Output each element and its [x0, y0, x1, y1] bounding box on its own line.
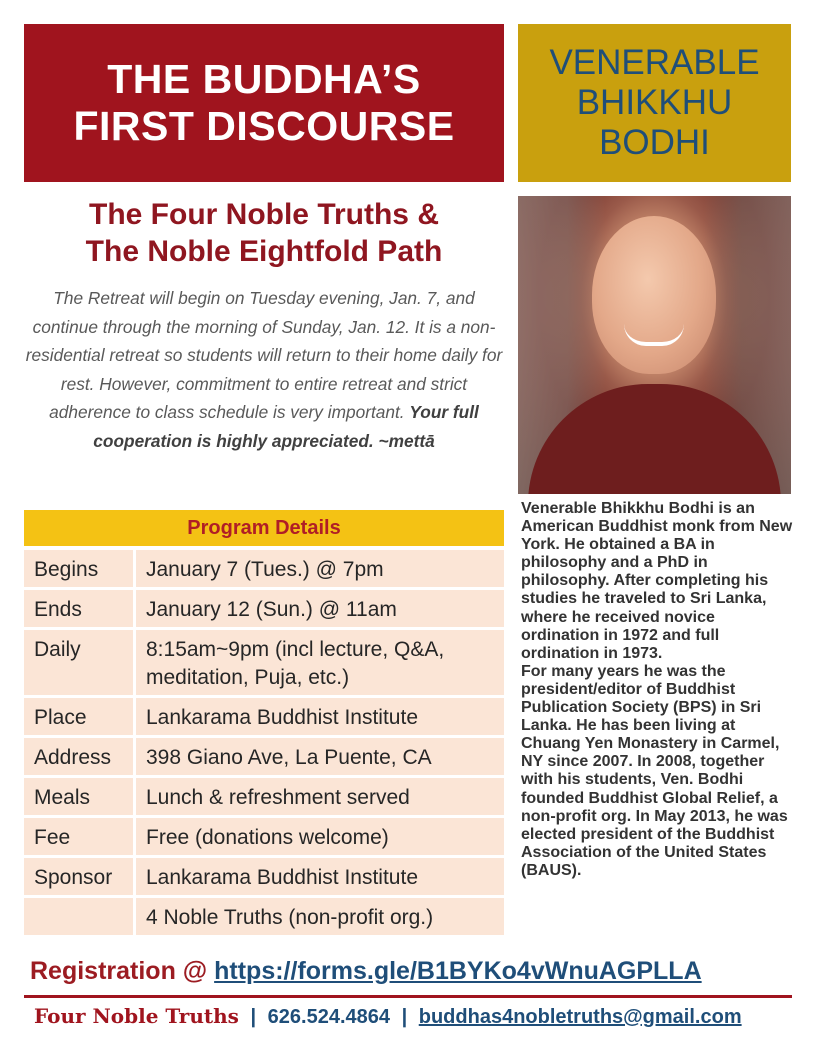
row-label: Daily	[24, 630, 136, 695]
table-row	[24, 738, 504, 778]
footer-divider	[24, 995, 792, 998]
row-label	[24, 898, 136, 935]
bio-paragraph-2: For many years he was the president/editor of Buddhist Publication Society (BPS) in Sri Lanka. He has been living at Chuang Yen Monastery in Carmel, NY since 2007. In 2008, together with his students, Ven. Bodhi founded Buddhist Global Relief, a non-profit org. In May 2013, he was elected president of the Buddhist Association of the United States (BAUS).	[521, 662, 788, 879]
registration-link[interactable]: https://forms.gle/B1BYKo4vWnuAGPLLA	[214, 957, 702, 985]
row-label: Begins	[24, 550, 136, 587]
footer-phone[interactable]: 626.524.4864	[267, 1006, 390, 1028]
teacher-photo	[518, 196, 791, 494]
table-row	[24, 590, 504, 630]
row-value: 398 Giano Ave, La Puente, CA	[146, 746, 432, 769]
retreat-intro	[24, 284, 504, 455]
registration-label: Registration @	[30, 957, 215, 985]
row-label: Ends	[24, 590, 136, 627]
teacher-line-2: BHIKKHU	[576, 83, 733, 122]
subtitle	[24, 196, 504, 270]
program-heading: Program Details	[24, 510, 504, 546]
title-line-2: FIRST DISCOURSE	[73, 103, 455, 149]
row-label: Place	[24, 698, 136, 735]
title-line-1: THE BUDDHA’S	[107, 56, 421, 102]
intro-emphasis: Your full cooperation is highly appreciated. ~mettā	[93, 402, 479, 451]
row-value: 4 Noble Truths (non-profit org.)	[146, 906, 434, 929]
table-row	[24, 898, 504, 938]
row-label: Meals	[24, 778, 136, 815]
table-row	[24, 818, 504, 858]
row-value: January 12 (Sun.) @ 11am	[146, 598, 397, 621]
row-value: Lankarama Buddhist Institute	[146, 706, 418, 729]
registration-line	[30, 957, 702, 986]
footer-separator-2: |	[401, 1006, 408, 1028]
footer-separator-1: |	[250, 1006, 257, 1028]
row-value: 8:15am~9pm (incl lecture, Q&A, meditation, Puja, etc.)	[146, 638, 445, 689]
table-row	[24, 550, 504, 590]
table-row	[24, 698, 504, 738]
row-value: Free (donations welcome)	[146, 826, 389, 849]
title-banner	[24, 24, 504, 182]
program-details-table	[24, 510, 504, 938]
footer	[34, 1004, 742, 1029]
row-label: Sponsor	[24, 858, 136, 895]
intro-text: The Retreat will begin on Tuesday evening, Jan. 7, and continue through the morning of Sunday, Jan. 12. It is a non-residential retreat so students will return to their home daily for rest. However, commitment to entire retreat and strict adherence to class schedule is very important.	[25, 288, 503, 422]
table-row	[24, 630, 504, 698]
bio-paragraph-1: Venerable Bhikkhu Bodhi is an American Buddhist monk from New York. He obtained a BA in philosophy and a PhD in philosophy. After completing his studies he traveled to Sri Lanka, where he received novice ordination in 1972 and full ordination in 1973.	[521, 500, 793, 662]
row-value: Lankarama Buddhist Institute	[146, 866, 418, 889]
table-row	[24, 778, 504, 818]
table-row	[24, 858, 504, 898]
row-label: Fee	[24, 818, 136, 855]
teacher-banner	[518, 24, 791, 182]
subtitle-line-2: The Noble Eightfold Path	[85, 235, 443, 268]
teacher-bio	[521, 500, 793, 880]
row-label: Address	[24, 738, 136, 775]
footer-email-link[interactable]: buddhas4nobletruths@gmail.com	[418, 1006, 742, 1028]
footer-org-name: Four Noble Truths	[34, 1004, 239, 1028]
row-value: Lunch & refreshment served	[146, 786, 410, 809]
teacher-line-1: VENERABLE	[549, 43, 760, 82]
row-value: January 7 (Tues.) @ 7pm	[146, 558, 384, 581]
subtitle-line-1: The Four Noble Truths &	[89, 198, 439, 231]
head-shape	[592, 216, 716, 374]
teacher-line-3: BODHI	[599, 123, 710, 162]
